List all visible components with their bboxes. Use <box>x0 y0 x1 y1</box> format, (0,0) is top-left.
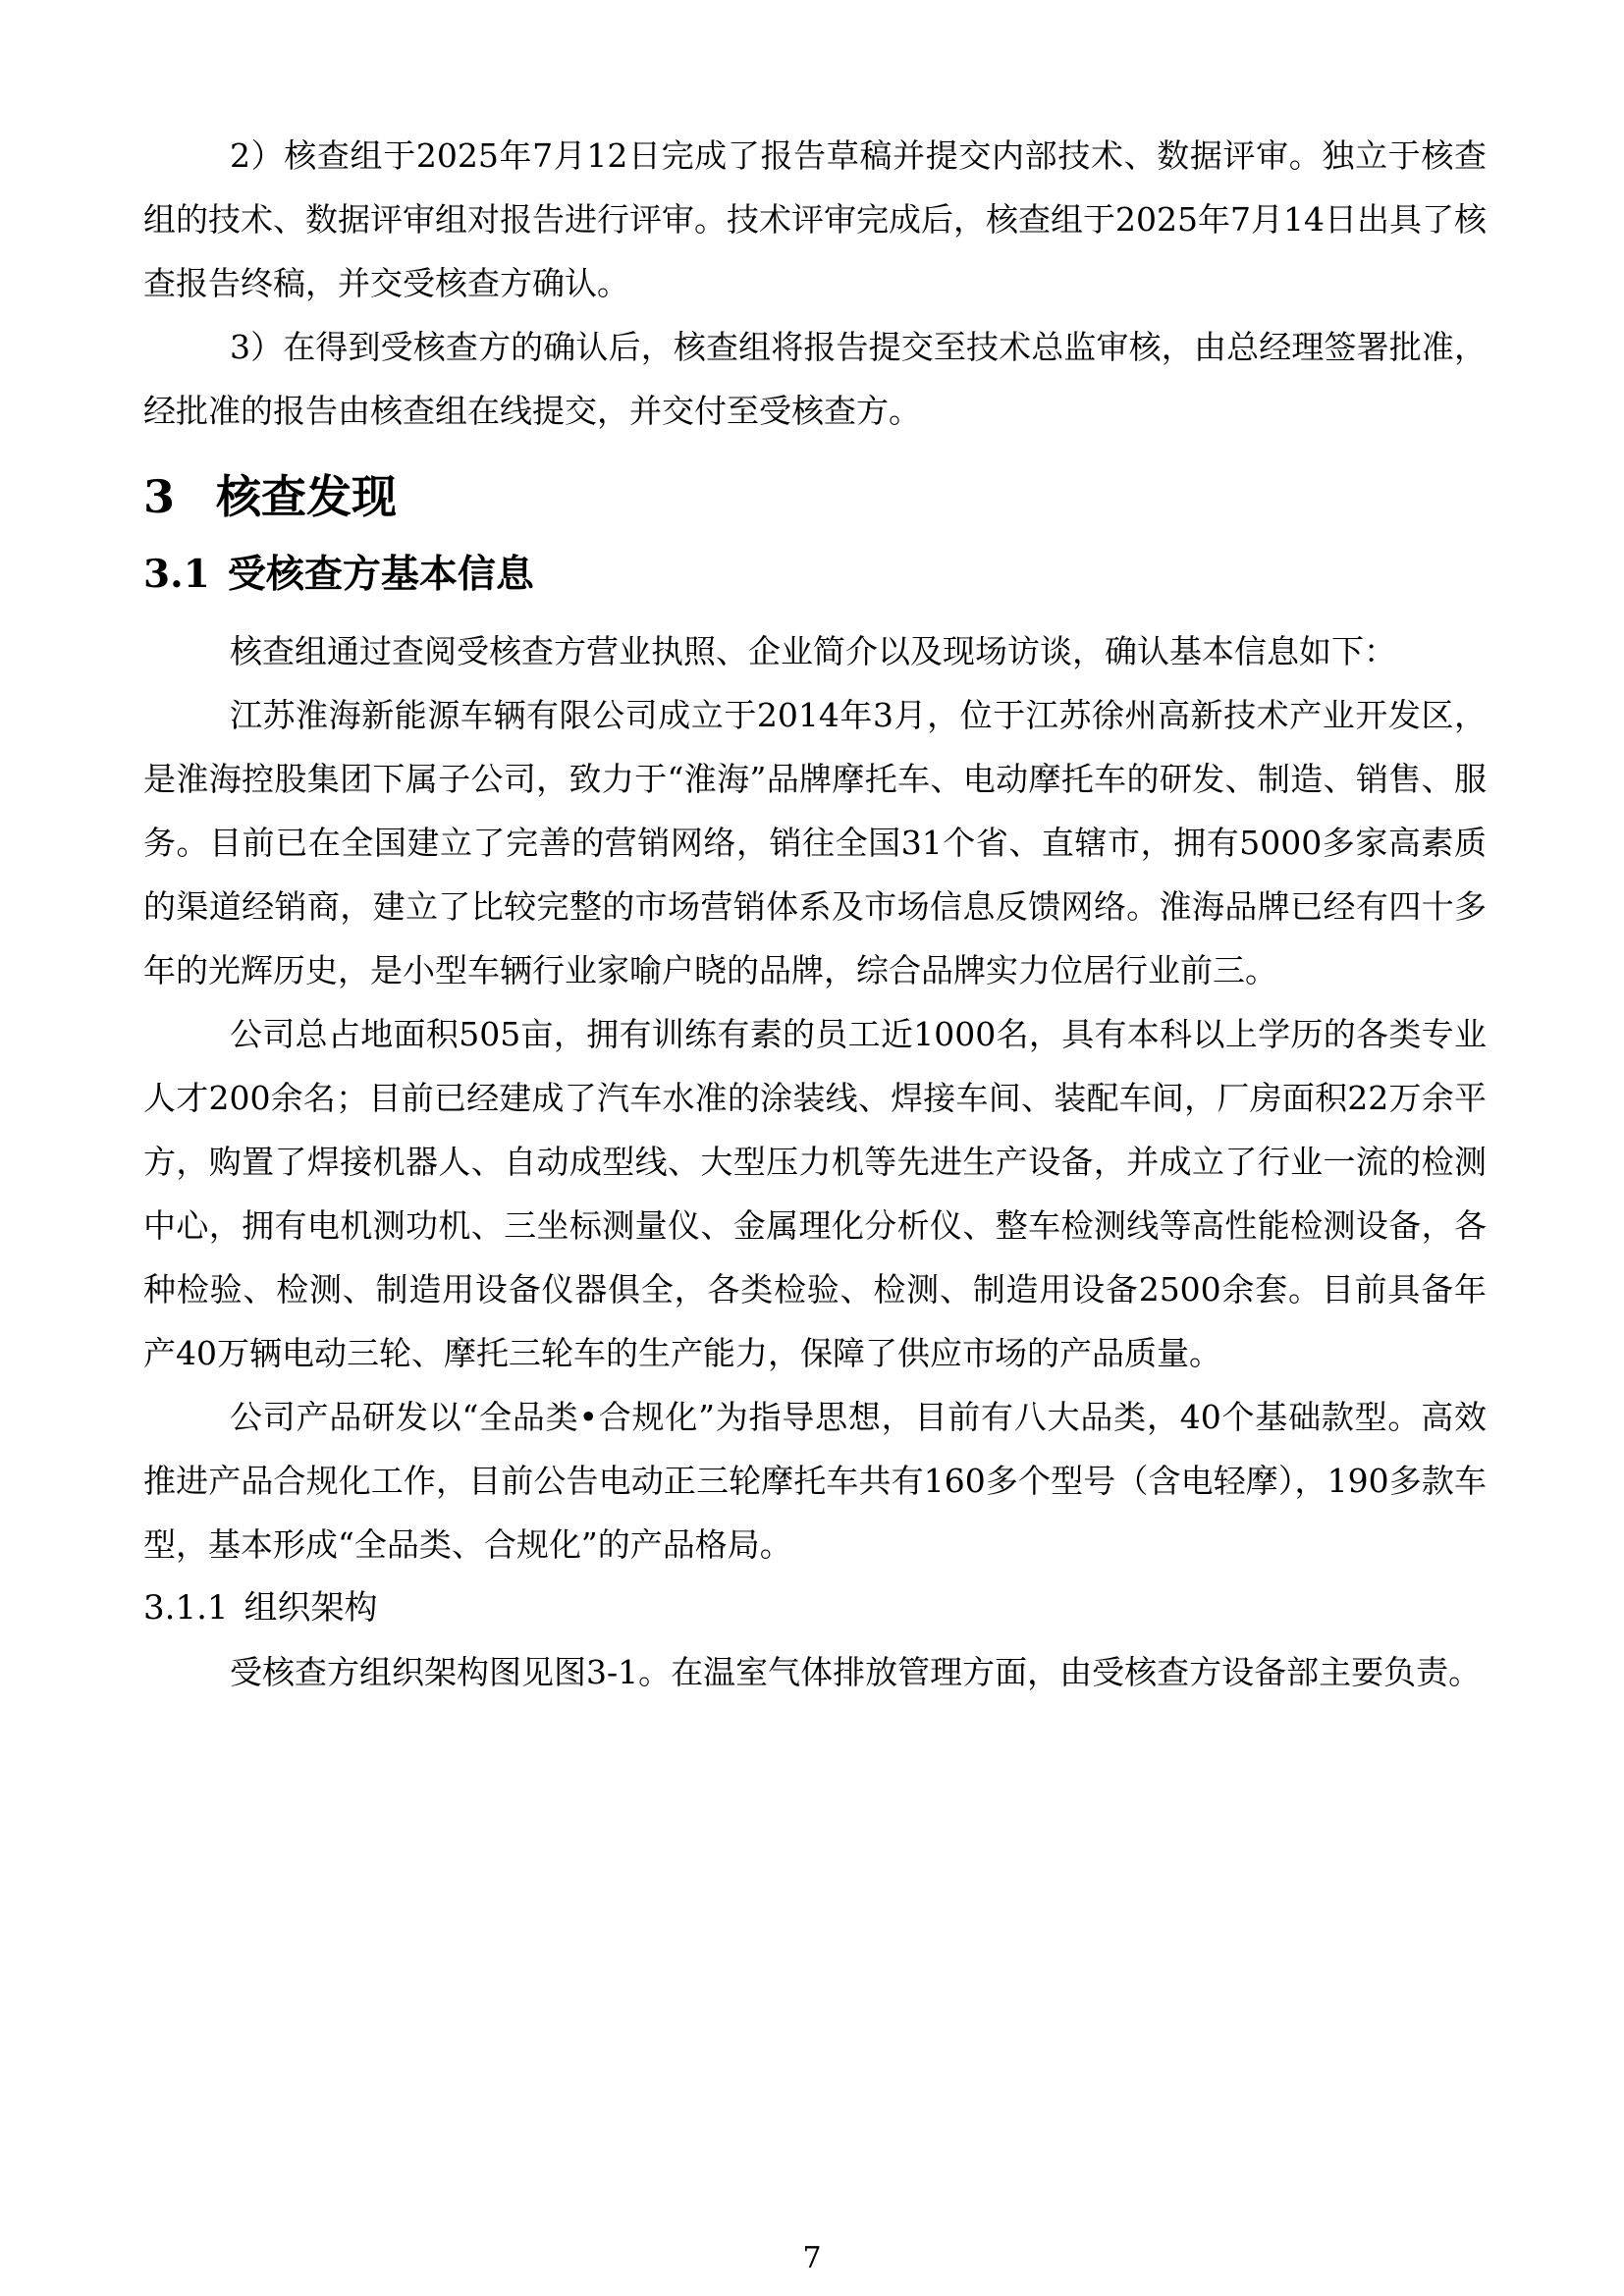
paragraph-review-step2: 2）核查组于2025年7月12日完成了报告草稿并提交内部技术、数据评审。独立于核查组的技术、数据评审组对报告进行评审。技术评审完成后，核查组于2025年7月14日出具了核查报告终稿，并交受核查方确认。 <box>143 136 1487 302</box>
page-number: 7 <box>802 2241 822 2275</box>
paragraph-basic-info-intro: 核查组通过查阅受核查方营业执照、企业简介以及现场访谈，确认基本信息如下： <box>230 632 1396 670</box>
heading-basic-info-number: 3.1 <box>143 552 210 597</box>
paragraph-company-facilities: 公司总占地面积505亩，拥有训练有素的员工近1000名，具有本科以上学历的各类专业人才200余名；目前已经建成了汽车水准的涂装线、焊接车间、装配车间，厂房面积22万余平方，购置了焊接机器人、自动成型线、大型压力机等先进生产设备，并成立了行业一流的检测中心，拥有电机测功机、三坐标测量仪、金属理化分析仪、整车检测线等高性能检测设备，各种检验、检测、制造用设备仪器俱全，各类检验、检测、制造用设备2500余套。目前具备年产40万辆电动三轮、摩托三轮车的生产能力，保障了供应市场的产品质量。 <box>143 1015 1487 1372</box>
paragraph-company-overview: 江苏淮海新能源车辆有限公司成立于2014年3月，位于江苏徐州高新技术产业开发区，是淮海控股集团下属子公司，致力于“淮海”品牌摩托车、电动摩托车的研发、制造、销售、服务。目前已在全国建立了完善的营销网络，销往全国31个省、直辖市，拥有5000多家高素质的渠道经销商，建立了比较完整的市场营销体系及市场信息反馈网络。淮海品牌已经有四十多年的光辉历史，是小型车辆行业家喻户晓的品牌，综合品牌实力位居行业前三。 <box>143 696 1487 989</box>
heading-basic-info-title: 受核查方基本信息 <box>227 552 534 597</box>
heading-findings <box>143 464 1487 529</box>
heading-org-structure-number: 3.1.1 <box>143 1588 229 1628</box>
paragraph-review-step3: 3）在得到受核查方的确认后，核查组将报告提交至技术总监审核，由总经理签署批准，经批准的报告由核查组在线提交，并交付至受核查方。 <box>143 328 1487 430</box>
paragraph-company-products: 公司产品研发以“全品类•合规化”为指导思想，目前有八大品类，40个基础款型。高效推进产品合规化工作，目前公告电动正三轮摩托车共有160多个型号（含电轻摩），190多款车型，基本形成“全品类、合规化”的产品格局。 <box>143 1398 1487 1564</box>
heading-org-structure <box>143 1576 1487 1640</box>
heading-findings-title: 核查发现 <box>216 470 398 523</box>
page-content <box>143 124 1487 1704</box>
paragraph-org-structure-note: 受核查方组织架构图见图3-1。在温室气体排放管理方面，由受核查方设备部主要负责。 <box>230 1653 1482 1691</box>
heading-org-structure-title: 组织架构 <box>244 1588 378 1628</box>
heading-findings-number: 3 <box>143 470 176 523</box>
heading-basic-info <box>143 543 1487 606</box>
